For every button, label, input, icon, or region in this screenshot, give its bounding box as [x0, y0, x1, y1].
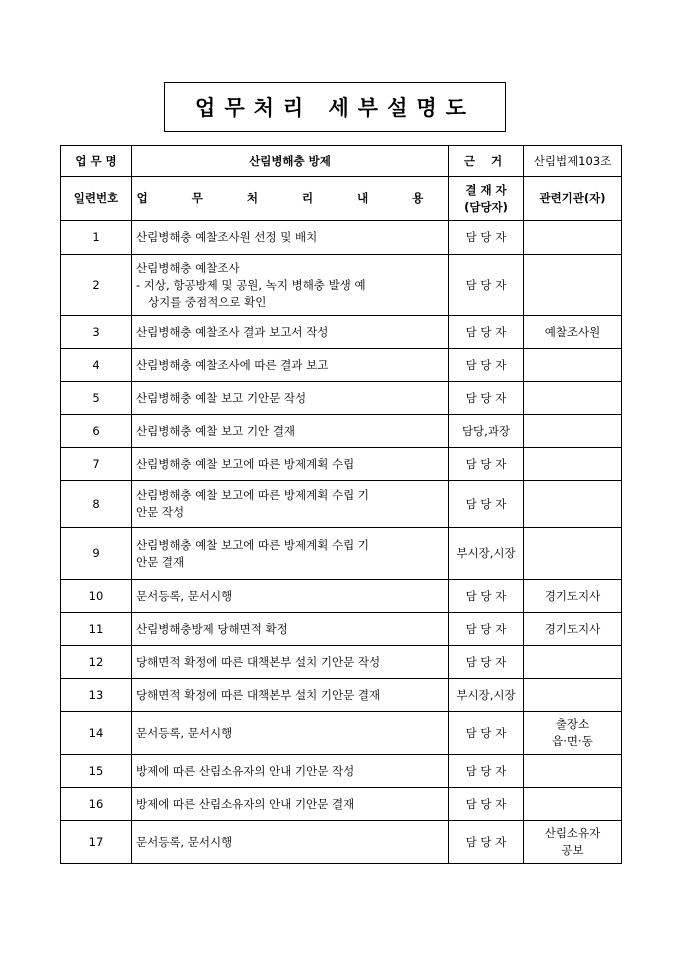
row-approver: 담 당 자 — [449, 580, 524, 613]
content-line: 산림병해충 예찰조사에 따른 결과 보고 — [136, 357, 329, 372]
row-agency — [524, 646, 622, 679]
row-agency — [524, 580, 622, 613]
row-approver: 담 당 자 — [449, 349, 524, 382]
row-number: 10 — [61, 580, 132, 613]
content-line: 산림병해충방제 당해면적 확정 — [136, 621, 288, 636]
table-row — [61, 382, 622, 415]
content-line: 산림병해충 예찰조사 — [136, 260, 240, 275]
table-row — [61, 755, 622, 788]
row-approver: 담 당 자 — [449, 613, 524, 646]
agency-line: 경기도지사 — [544, 621, 601, 636]
row-agency — [524, 528, 622, 580]
row-content — [132, 316, 449, 349]
content-line: 산림병해충 예찰조사 결과 보고서 작성 — [136, 324, 329, 339]
row-approver: 담 당 자 — [449, 382, 524, 415]
content-line: 방제에 따른 산림소유자의 안내 기안문 작성 — [136, 763, 355, 778]
agency-label: 관련기관(자) — [524, 177, 622, 221]
row-number: 9 — [61, 528, 132, 580]
content-line: 문서등록, 문서시행 — [136, 588, 233, 603]
row-content — [132, 755, 449, 788]
row-approver: 담 당 자 — [449, 481, 524, 528]
document-title: 업무처리 세부설명도 — [164, 82, 506, 132]
row-approver: 담 당 자 — [449, 821, 524, 864]
row-approver: 담 당 자 — [449, 788, 524, 821]
row-content — [132, 382, 449, 415]
row-approver: 담 당 자 — [449, 712, 524, 755]
table-row — [61, 528, 622, 580]
row-approver: 부시장,시장 — [449, 528, 524, 580]
content-line: 안문 작성 — [136, 505, 185, 519]
row-approver: 담 당 자 — [449, 448, 524, 481]
content-line: 산림병해충 예찰 보고 기안문 작성 — [136, 390, 307, 405]
row-number: 11 — [61, 613, 132, 646]
content-line: 당해면적 확정에 따른 대책본부 설치 기안문 작성 — [136, 654, 381, 669]
content-line: 상지를 중점적으로 확인 — [148, 294, 267, 309]
row-agency — [524, 481, 622, 528]
agency-line: 출장소 — [555, 717, 590, 731]
row-number: 2 — [61, 255, 132, 316]
agency-line: 경기도지사 — [544, 588, 601, 603]
row-content — [132, 349, 449, 382]
row-content — [132, 821, 449, 864]
content-line: 당해면적 확정에 따른 대책본부 설치 기안문 결재 — [136, 687, 381, 702]
table-row — [61, 821, 622, 864]
row-number: 3 — [61, 316, 132, 349]
table-row — [61, 788, 622, 821]
row-approver: 부시장,시장 — [449, 679, 524, 712]
row-agency — [524, 255, 622, 316]
content-line: 산림병해충 예찰 보고에 따른 방제계획 수립 기 — [136, 537, 370, 552]
row-content — [132, 679, 449, 712]
row-content — [132, 613, 449, 646]
approver-label — [449, 177, 524, 221]
content-line: 문서등록, 문서시행 — [136, 834, 233, 849]
content-label: 업 무 처 리 내 용 — [132, 177, 449, 221]
table-row — [61, 448, 622, 481]
row-number: 1 — [61, 221, 132, 255]
basis-label: 근 거 — [449, 146, 524, 177]
row-approver: 담당,과장 — [449, 415, 524, 448]
row-approver: 담 당 자 — [449, 646, 524, 679]
task-name-label: 업 무 명 — [61, 146, 132, 177]
row-number: 13 — [61, 679, 132, 712]
header-row-columns — [61, 177, 622, 221]
table-row — [61, 580, 622, 613]
row-number: 7 — [61, 448, 132, 481]
row-content — [132, 255, 449, 316]
row-approver: 담 당 자 — [449, 221, 524, 255]
row-agency — [524, 221, 622, 255]
content-line: 안문 결재 — [136, 554, 185, 569]
table-row — [61, 349, 622, 382]
content-line: 문서등록, 문서시행 — [136, 725, 233, 740]
agency-line: 예찰조사원 — [544, 324, 601, 339]
table-row — [61, 221, 622, 255]
table-row — [61, 415, 622, 448]
header-row-task — [61, 146, 622, 177]
row-agency — [524, 382, 622, 415]
row-agency — [524, 448, 622, 481]
row-agency — [524, 821, 622, 864]
row-content — [132, 415, 449, 448]
content-line: 산림병해충 예찰 보고 기안 결재 — [136, 423, 296, 438]
content-line: 산림병해충 예찰 보고에 따른 방제계획 수립 — [136, 456, 355, 471]
basis-value: 산림법제103조 — [524, 146, 622, 177]
row-number: 12 — [61, 646, 132, 679]
row-content — [132, 528, 449, 580]
row-number: 17 — [61, 821, 132, 864]
row-approver: 담 당 자 — [449, 316, 524, 349]
row-content — [132, 788, 449, 821]
row-agency — [524, 788, 622, 821]
table-row — [61, 646, 622, 679]
content-line: 방제에 따른 산림소유자의 안내 기안문 결재 — [136, 796, 355, 811]
serial-label: 일련번호 — [61, 177, 132, 221]
content-line: - 지상, 항공방제 및 공원, 녹지 병해충 발생 예 — [136, 277, 366, 292]
row-agency — [524, 316, 622, 349]
row-number: 14 — [61, 712, 132, 755]
table-row — [61, 481, 622, 528]
row-number: 16 — [61, 788, 132, 821]
row-agency — [524, 415, 622, 448]
content-line: 산림병해충 예찰조사원 선정 및 배치 — [136, 230, 318, 244]
task-detail-table — [60, 145, 622, 864]
row-content — [132, 448, 449, 481]
row-number: 5 — [61, 382, 132, 415]
table-row — [61, 712, 622, 755]
row-number: 15 — [61, 755, 132, 788]
row-number: 4 — [61, 349, 132, 382]
agency-line: 읍·면·동 — [552, 734, 593, 748]
approver-label-line1: 결 재 자 — [465, 182, 507, 197]
row-content — [132, 481, 449, 528]
row-agency — [524, 613, 622, 646]
row-number: 8 — [61, 481, 132, 528]
row-content — [132, 221, 449, 255]
content-line: 산림병해충 예찰 보고에 따른 방제계획 수립 기 — [136, 488, 370, 502]
table-row — [61, 255, 622, 316]
row-approver: 담 당 자 — [449, 255, 524, 316]
agency-line: 공보 — [561, 843, 584, 857]
row-approver: 담 당 자 — [449, 755, 524, 788]
row-content — [132, 646, 449, 679]
row-number: 6 — [61, 415, 132, 448]
row-content — [132, 712, 449, 755]
table-row — [61, 316, 622, 349]
task-name-value: 산림병해충 방제 — [132, 146, 449, 177]
table-row — [61, 679, 622, 712]
table-row — [61, 613, 622, 646]
row-content — [132, 580, 449, 613]
approver-label-line2: (담당자) — [464, 199, 508, 214]
agency-line: 산림소유자 — [544, 826, 601, 840]
row-agency — [524, 755, 622, 788]
row-agency — [524, 679, 622, 712]
row-agency — [524, 349, 622, 382]
row-agency — [524, 712, 622, 755]
